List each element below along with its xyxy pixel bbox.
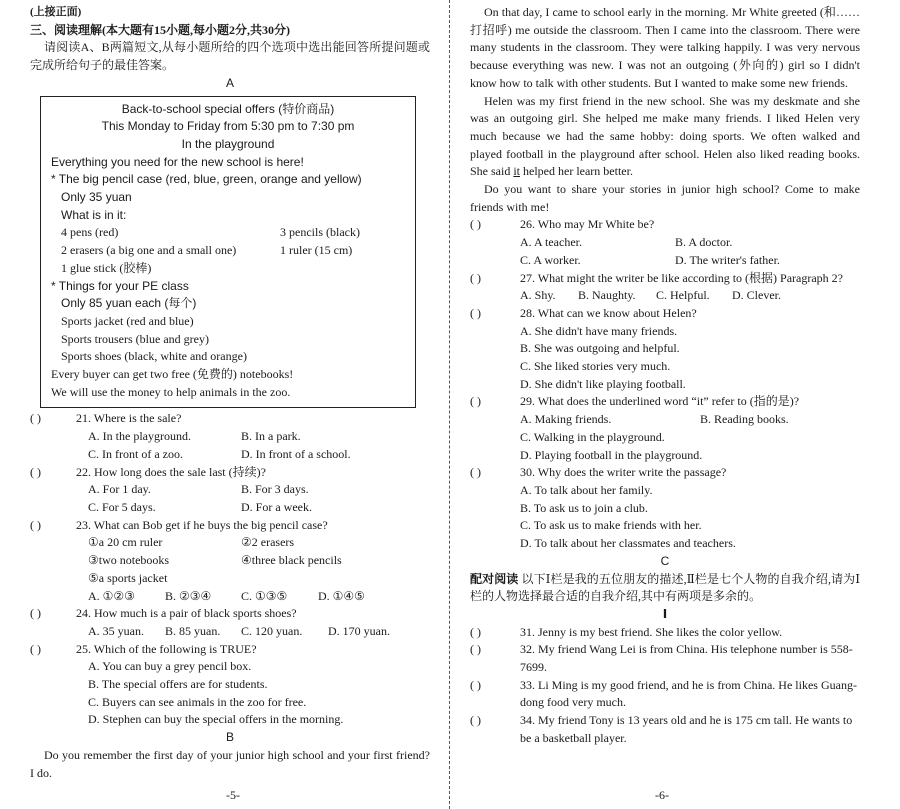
question-text: 28. What can we know about Helen?: [520, 305, 697, 320]
answer-blank[interactable]: ( ): [470, 624, 481, 639]
options-26-cd: [470, 252, 860, 270]
option-c[interactable]: C. Buyers can see animals in the zoo for free.: [88, 694, 307, 709]
option-b[interactable]: B. The special offers are for students.: [88, 677, 268, 692]
passage-b-paragraph: Do you want to share your stories in junior high school? Come to make friends with me!: [470, 182, 860, 214]
option-a[interactable]: A. Shy.: [520, 288, 556, 303]
question-22: [30, 464, 430, 482]
question-27: [470, 270, 860, 288]
option-b[interactable]: B. For 3 days.: [241, 482, 309, 497]
q23-item: ③two notebooks: [88, 553, 170, 568]
passage-c-instruction: [470, 571, 860, 606]
option-a[interactable]: A. For 1 day.: [88, 482, 151, 497]
option-d[interactable]: D. Playing football in the playground.: [520, 447, 703, 462]
option-a[interactable]: A. To talk about her family.: [520, 482, 653, 497]
options-26-ab: [470, 234, 860, 252]
option-d[interactable]: D. For a week.: [241, 499, 312, 514]
answer-blank[interactable]: ( ): [470, 217, 481, 232]
option-d[interactable]: D. To talk about her classmates and teachers.: [520, 536, 736, 551]
options-29-ab: [470, 411, 860, 429]
ad-box: [40, 96, 416, 409]
q23-item: ⑤a sports jacket: [88, 570, 168, 585]
answer-blank[interactable]: ( ): [30, 641, 41, 656]
question-text: 23. What can Bob get if he buys the big pencil case?: [76, 517, 328, 532]
answer-blank[interactable]: ( ): [30, 464, 41, 479]
option-a[interactable]: A. Making friends.: [520, 412, 612, 427]
ad-item: 1 ruler (15 cm): [280, 243, 353, 258]
option-c[interactable]: C. In front of a zoo.: [88, 446, 183, 461]
q23-item: ②2 erasers: [241, 535, 295, 550]
question-text: 21. Where is the sale?: [76, 411, 182, 426]
question-text: 30. Why does the writer write the passage?: [520, 465, 727, 480]
ad-pe-item: Sports trousers (blue and grey): [61, 331, 209, 346]
answer-blank[interactable]: ( ): [470, 305, 481, 320]
page-number-right: -6-: [655, 788, 669, 803]
ad-everything: Everything you need for the new school is here!: [51, 154, 304, 169]
ad-money: We will use the money to help animals in the zoo.: [51, 384, 291, 399]
option-b[interactable]: B. To ask us to join a club.: [520, 500, 648, 515]
answer-blank[interactable]: ( ): [470, 270, 481, 285]
question-text: 25. Which of the following is TRUE?: [76, 641, 257, 656]
option-c[interactable]: C. She liked stories very much.: [520, 359, 671, 374]
ad-item: 1 glue stick (胶棒): [61, 260, 152, 275]
ad-free: Every buyer can get two free (免费的) notebooks!: [51, 367, 294, 382]
option-a[interactable]: A. She didn't have many friends.: [520, 323, 678, 338]
options-22-ab: [30, 481, 430, 499]
passage-b-paragraph: On that day, I came to school early in the morning. Mr White greeted (和……打招呼) me outside the classroom. Then I came into the classroom. There were many students in the classroom. They were talking happily. I was very nervous because everything was new. I was not an outgoing (外向的) girl so I didn't know how to talk with other students. But I wanted to make some new friends.: [470, 5, 860, 90]
right-page: [450, 0, 900, 809]
instruction: 请阅读A、B两篇短文,从每小题所给的四个选项中选出能回答所提问题或完成所给句子的最佳答案。: [30, 40, 430, 73]
question-text: 31. Jenny is my best friend. She likes the color yellow.: [520, 624, 783, 639]
answer-blank[interactable]: ( ): [470, 394, 481, 409]
option-a[interactable]: A. In the playground.: [88, 429, 191, 444]
options-24: [30, 623, 430, 641]
option-a[interactable]: A. You can buy a grey pencil box.: [88, 659, 252, 674]
ad-title: Back-to-school special offers (特价商品): [121, 101, 335, 116]
page-number-left: -5-: [226, 788, 240, 803]
ad-item: 3 pencils (black): [280, 225, 360, 240]
ad-what-in: What is in it:: [61, 207, 127, 222]
passage-a-letter: A: [225, 75, 234, 90]
underlined-word: it: [513, 164, 521, 179]
option-d[interactable]: D. 170 yuan.: [328, 623, 390, 638]
answer-blank[interactable]: ( ): [470, 642, 481, 657]
paragraph-text: helped her learn better.: [520, 164, 633, 179]
ad-items-row2: [51, 242, 405, 260]
question-26: [470, 216, 860, 234]
passage-b-letter: B: [225, 730, 234, 745]
options-27: [470, 287, 860, 305]
options-21-cd: [30, 446, 430, 464]
question-31: [470, 624, 860, 642]
passage-b-paragraph: [470, 93, 860, 182]
question-28: [470, 305, 860, 323]
q23-item: ①a 20 cm ruler: [88, 535, 163, 550]
option-b[interactable]: B. Reading books.: [700, 412, 789, 427]
passage-b-paragraph: Do you remember the first day of your junior high school and your first friend? I do.: [30, 747, 430, 780]
passage-c-instruction-text: 以下Ⅰ栏是我的五位朋友的描述,Ⅱ栏是七个人物的自我介绍,请为Ⅰ栏的人物选择最合适的自我介绍,其中有两项是多余的。: [470, 571, 860, 604]
question-text: 34. My friend Tony is 13 years old and he is 175 cm tall. He wants to: [520, 713, 853, 728]
option-a[interactable]: A. 35 yuan.: [88, 623, 144, 638]
option-b[interactable]: B. In a park.: [241, 429, 301, 444]
question-32: [470, 641, 860, 659]
question-text: 27. What might the writer be like according to (根据) Paragraph 2?: [520, 270, 844, 285]
option-a[interactable]: A. ①②③: [88, 588, 135, 603]
option-c[interactable]: C. A worker.: [520, 252, 581, 267]
paragraph-text: Helen was my first friend in the new school. She was my deskmate and she was an outgoing girl. She helped me make many friends. I liked Helen very much because we had the same hobby: doing sports. We often walked and played football in the playground after school. Helen also liked reading books. She said: [470, 93, 860, 179]
question-29: [470, 393, 860, 411]
question-25: [30, 641, 430, 659]
answer-blank[interactable]: ( ): [30, 606, 41, 621]
option-d[interactable]: D. In front of a school.: [241, 446, 351, 461]
question-34: [470, 712, 860, 730]
option-c[interactable]: C. 120 yuan.: [241, 623, 303, 638]
options-22-cd: [30, 499, 430, 517]
ad-item: 4 pens (red): [61, 225, 119, 240]
header-note: (上接正面): [30, 6, 82, 18]
option-d[interactable]: D. ①④⑤: [318, 588, 365, 603]
ad-pe-item: Sports shoes (black, white and orange): [61, 349, 247, 364]
option-b[interactable]: B. 85 yuan.: [165, 623, 221, 638]
ad-time: This Monday to Friday from 5:30 pm to 7:30 pm: [101, 119, 355, 134]
answer-blank[interactable]: ( ): [470, 465, 481, 480]
question-text-continued: 7699.: [520, 660, 547, 675]
question-text: 26. Who may Mr White be?: [520, 217, 655, 232]
answer-blank[interactable]: ( ): [470, 713, 481, 728]
question-text-continued: dong food very much.: [520, 695, 626, 710]
answer-blank[interactable]: ( ): [30, 411, 41, 426]
q23-items-row2: [30, 552, 430, 570]
ad-items-row1: [51, 224, 405, 242]
option-c[interactable]: C. Helpful.: [656, 288, 710, 303]
question-text: 24. How much is a pair of black sports shoes?: [76, 606, 297, 621]
option-d[interactable]: D. Clever.: [732, 288, 781, 303]
question-30: [470, 464, 860, 482]
option-c[interactable]: C. To ask us to make friends with her.: [520, 518, 702, 533]
question-text-continued: be a basketball player.: [520, 730, 627, 745]
option-d[interactable]: D. Stephen can buy the special offers in the morning.: [88, 712, 344, 727]
passage-c-label: 配对阅读: [470, 571, 519, 586]
ad-item: 2 erasers (a big one and a small one): [61, 243, 237, 258]
q23-item: ④three black pencils: [241, 553, 342, 568]
ad-pe-price: Only 85 yuan each (每个): [61, 296, 197, 311]
answer-blank[interactable]: ( ): [30, 517, 41, 532]
question-text: 33. Li Ming is my good friend, and he is from China. He likes Guang-: [520, 677, 857, 692]
question-21: [30, 410, 430, 428]
option-a[interactable]: A. A teacher.: [520, 235, 582, 250]
section-title: 三、阅读理解(本大题有15小题,每小题2分,共30分): [30, 22, 290, 37]
ad-pe-title: * Things for your PE class: [51, 278, 189, 293]
answer-blank[interactable]: ( ): [470, 677, 481, 692]
ad-place: In the playground: [181, 136, 275, 151]
q23-items-row1: [30, 534, 430, 552]
ad-case-price: Only 35 yuan: [61, 190, 132, 205]
question-33: [470, 677, 860, 695]
option-b[interactable]: B. A doctor.: [675, 235, 733, 250]
option-b[interactable]: B. She was outgoing and helpful.: [520, 341, 680, 356]
question-text: 22. How long does the sale last (持续)?: [76, 464, 266, 479]
option-c[interactable]: C. For 5 days.: [88, 499, 156, 514]
question-text: 32. My friend Wang Lei is from China. His telephone number is 558-: [520, 642, 853, 657]
option-d[interactable]: D. She didn't like playing football.: [520, 376, 686, 391]
option-c[interactable]: C. Walking in the playground.: [520, 429, 665, 444]
options-23: [30, 588, 430, 606]
question-23: [30, 517, 430, 535]
ad-pe-item: Sports jacket (red and blue): [61, 313, 194, 328]
option-c[interactable]: C. ①③⑤: [241, 588, 288, 603]
option-b[interactable]: B. Naughty.: [578, 288, 636, 303]
passage-c-letter: C: [660, 553, 670, 568]
question-text: 29. What does the underlined word “it” refer to (指的是)?: [520, 394, 800, 409]
question-24: [30, 605, 430, 623]
option-b[interactable]: B. ②③④: [165, 588, 212, 603]
options-21-ab: [30, 428, 430, 446]
column-one-heading: Ⅰ: [662, 606, 668, 621]
option-d[interactable]: D. The writer's father.: [675, 252, 780, 267]
ad-case-title: * The big pencil case (red, blue, green, orange and yellow): [51, 172, 362, 187]
